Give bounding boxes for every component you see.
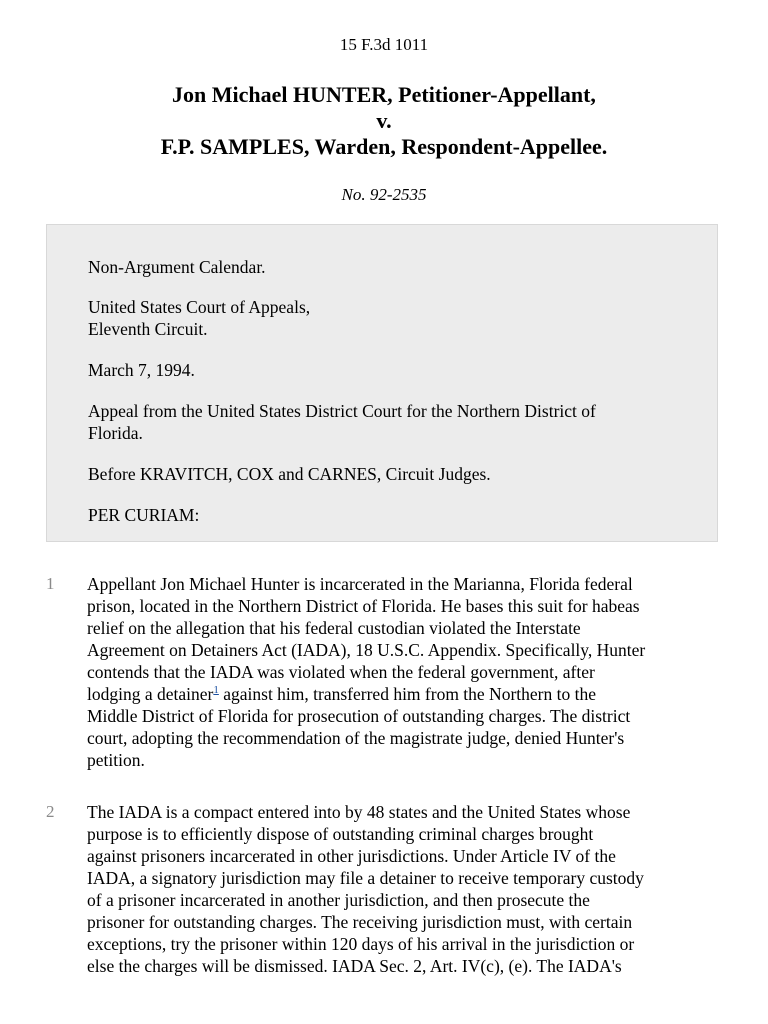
- paragraph-line: relief on the allegation that his federal custodian violated the Interstate: [87, 618, 581, 638]
- paragraph-number: 1: [46, 574, 55, 593]
- paragraph-line: court, adopting the recommendation of the magistrate judge, denied Hunter's: [87, 728, 625, 748]
- reporter-citation: 15 F.3d 1011: [339, 35, 429, 54]
- paragraph-text: [87, 573, 727, 771]
- paragraph-line: of a prisoner incarcerated in another jurisdiction, and then prosecute the: [87, 890, 590, 910]
- court-name-line2: Eleventh Circuit.: [88, 319, 208, 339]
- caption-versus: v.: [376, 108, 392, 133]
- paragraph-line: against prisoners incarcerated in other jurisdictions. Under Article IV of the: [87, 846, 616, 866]
- court-name-line1: United States Court of Appeals,: [88, 297, 311, 317]
- case-header-box: [46, 224, 718, 542]
- calendar-note: Non-Argument Calendar.: [88, 257, 266, 277]
- paragraph-line-with-footnote: [87, 683, 727, 705]
- paragraph-number: 2: [46, 802, 55, 821]
- paragraph-text: [87, 801, 727, 977]
- decision-date: March 7, 1994.: [88, 360, 195, 380]
- appeal-source-line1: Appeal from the United States District Court for the Northern District of: [88, 401, 596, 421]
- paragraph-line: Appellant Jon Michael Hunter is incarcerated in the Marianna, Florida federal: [87, 574, 633, 594]
- paragraph-line: contends that the IADA was violated when the federal government, after: [87, 662, 595, 682]
- paragraph-line: else the charges will be dismissed. IADA Sec. 2, Art. IV(c), (e). The IADA's: [87, 956, 622, 976]
- paragraph-line: IADA, a signatory jurisdiction may file a detainer to receive temporary custody: [87, 868, 644, 888]
- paragraph-line: Middle District of Florida for prosecution of outstanding charges. The district: [87, 706, 631, 726]
- panel-judges: Before KRAVITCH, COX and CARNES, Circuit Judges.: [88, 464, 491, 484]
- per-curiam-label: PER CURIAM:: [88, 505, 200, 525]
- caption-respondent: F.P. SAMPLES, Warden, Respondent-Appellee.: [160, 134, 608, 159]
- docket-number: No. 92-2535: [341, 185, 427, 204]
- appeal-source-line2: Florida.: [88, 423, 143, 443]
- case-caption: [0, 82, 768, 160]
- appeal-source: [88, 400, 688, 444]
- paragraph-line: exceptions, try the prisoner within 120 days of his arrival in the jurisdiction or: [87, 934, 635, 954]
- paragraph-line: petition.: [87, 750, 145, 770]
- caption-petitioner: Jon Michael HUNTER, Petitioner-Appellant,: [172, 82, 596, 107]
- paragraph-line-part: against him, transferred him from the Northern to the: [218, 684, 596, 704]
- paragraph-line: prison, located in the Northern District of Florida. He bases this suit for habeas: [87, 596, 640, 616]
- footnote-link[interactable]: 1: [213, 684, 219, 697]
- paragraph-line: prisoner for outstanding charges. The receiving jurisdiction must, with certain: [87, 912, 633, 932]
- paragraph-line: The IADA is a compact entered into by 48 states and the United States whose: [87, 802, 631, 822]
- paragraph-line: purpose is to efficiently dispose of outstanding criminal charges brought: [87, 824, 594, 844]
- paragraph-line-part: lodging a detainer: [87, 684, 214, 704]
- paragraph-line: Agreement on Detainers Act (IADA), 18 U.S.C. Appendix. Specifically, Hunter: [87, 640, 646, 660]
- court-name: [88, 296, 688, 340]
